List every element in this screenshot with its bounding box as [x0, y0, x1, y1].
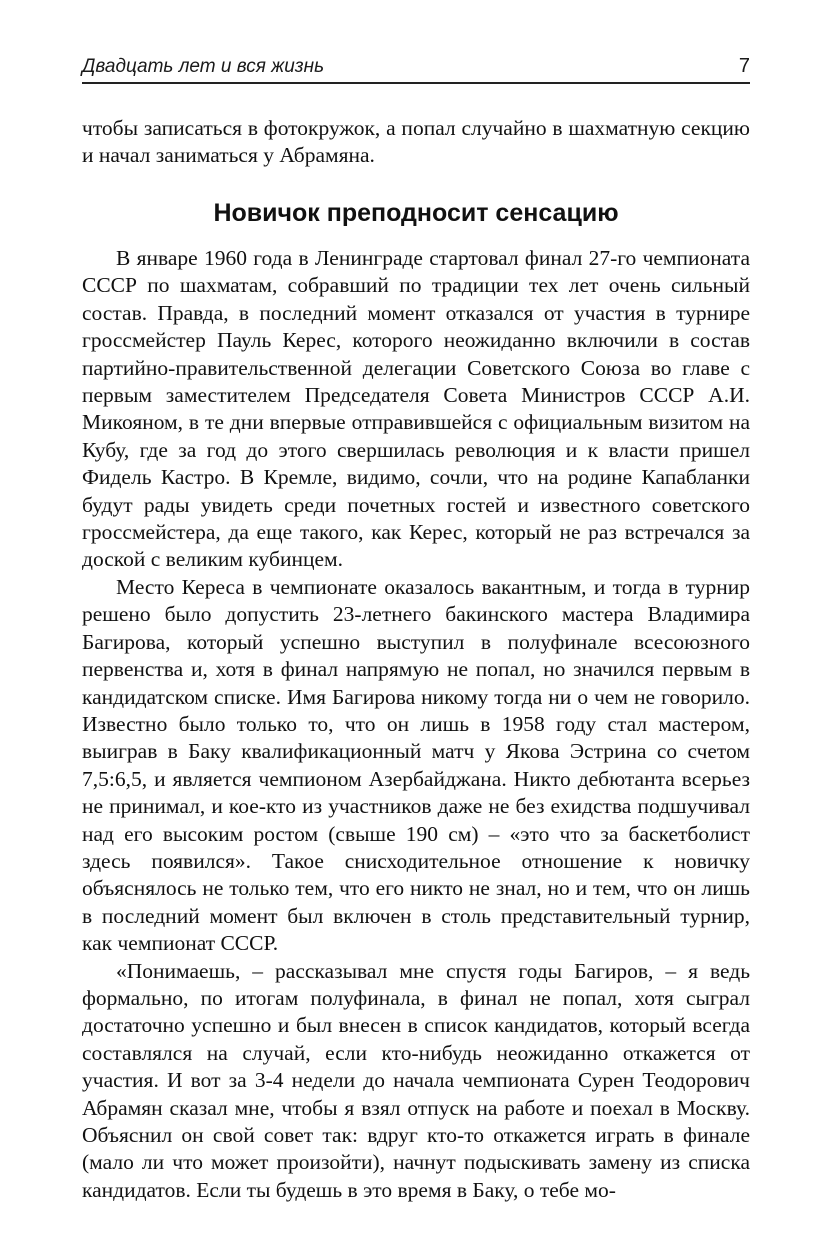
- paragraph: Место Кереса в чемпионате оказалось вакантным, и тогда в турнир решено было допустить 23-летнего бакинского мастера Владимира Багирова, который успешно выступил в полуфинале всесоюзного первенства и, хотя в финал напрямую не попал, но значился первым в кандидатском списке. Имя Багирова никому тогда ни о чем не говорило. Известно было только то, что он лишь в 1958 году стал мастером, выиграв в Баку квалификационный матч у Якова Эстрина со счетом 7,5:6,5, и является чемпионом Азербайджана. Никто дебютанта всерьез не принимал, и кое-кто из участников даже не без ехидства подшучивал над его высоким ростом (свыше 190 см) – «это что за баскетболист здесь появился». Такое снисходительное отношение к новичку объяснялось не только тем, что его никто не знал, но и тем, что он лишь в последний момент был включен в столь представительный турнир, как чемпионат СССР.: [82, 574, 750, 956]
- page-number: 7: [738, 55, 750, 77]
- continuation-text: [82, 115, 750, 170]
- continuation-paragraph: чтобы записаться в фотокружок, а попал случайно в шахматную секцию и начал заниматься у Абрамяна.: [82, 116, 750, 168]
- running-title: Двадцать лет и вся жизнь: [82, 56, 325, 77]
- paragraph: «Понимаешь, – рассказывал мне спустя годы Багиров, – я ведь формально, по итогам полуфинала, в финал не попал, хотя сыграл достаточно успешно и был внесен в список кандидатов, который всегда составлялся на случай, если кто-нибудь неожиданно откажется от участия. И вот за 3-4 недели до начала чемпионата Сурен Теодорович Абрамян сказал мне, чтобы я взял отпуск на работе и поехал в Москву. Объяснил он свой совет так: вдруг кто-то откажется играть в финале (мало ли что может произойти), начнут подыскивать замену из списка кандидатов. Если ты будешь в это время в Баку, о тебе мо-: [82, 958, 750, 1202]
- section-body: [82, 245, 750, 1204]
- paragraph: В январе 1960 года в Ленинграде стартовал финал 27-го чемпионата СССР по шахматам, собравший по традиции тех лет очень сильный состав. Правда, в последний момент отказался от участия в турнире гроссмейстер Пауль Керес, которого неожиданно включили в состав партийно-правительственной делегации Советского Союза во главе с первым заместителем Председателя Совета Министров СССР А.И. Микояном, в те дни впервые отправившейся с официальным визитом на Кубу, где за год до этого свершилась революция и к власти пришел Фидель Кастро. В Кремле, видимо, сочли, что на родине Капабланки будут рады увидеть среди почетных гостей и известного советского гроссмейстера, да еще такого, как Керес, который не раз встречался за доской с великим кубинцем.: [82, 246, 750, 572]
- running-header: [82, 54, 750, 84]
- section-heading: Новичок преподносит сенсацию: [213, 199, 619, 227]
